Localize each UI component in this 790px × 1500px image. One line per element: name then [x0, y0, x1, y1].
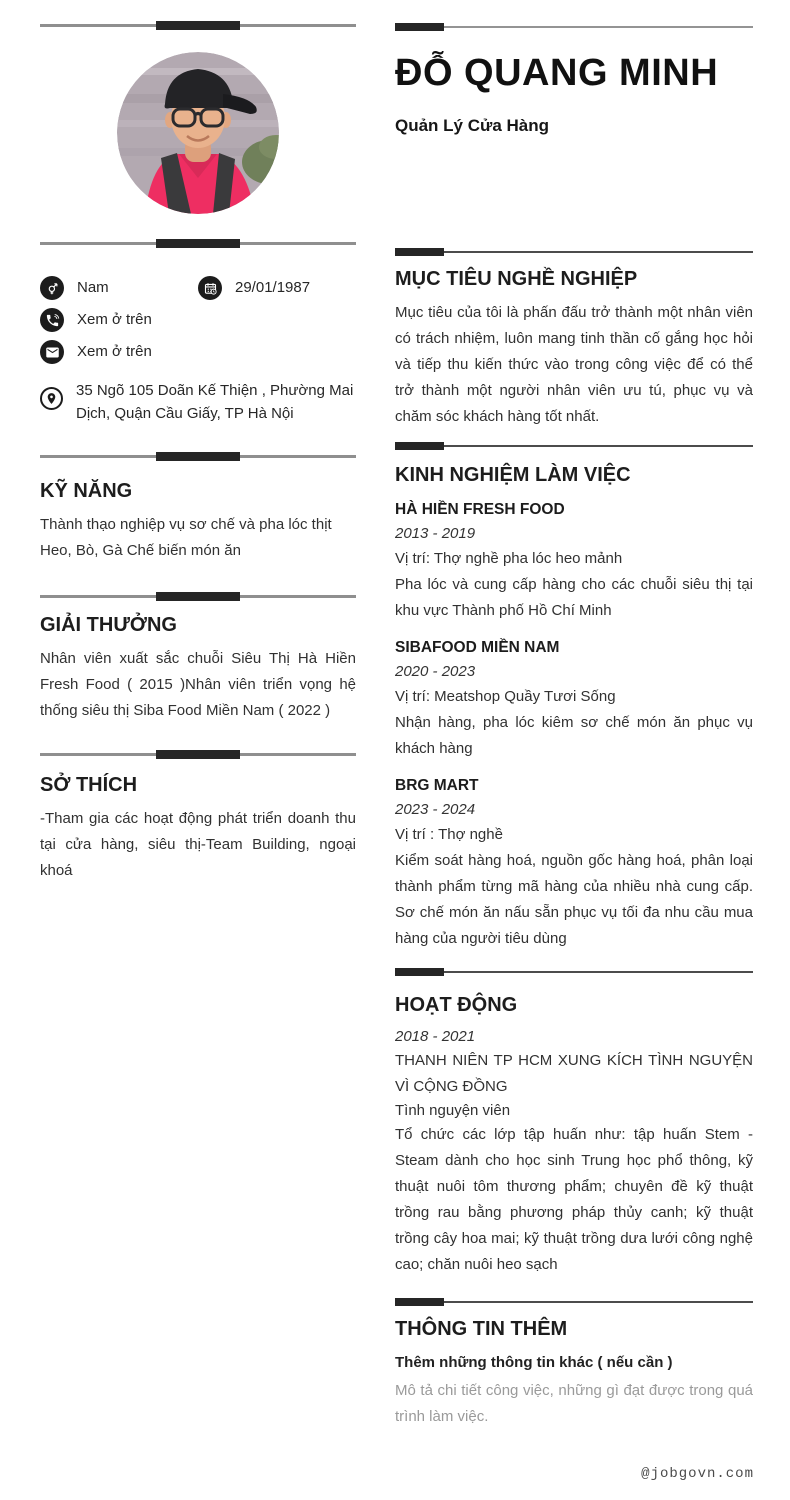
contact-address — [40, 372, 356, 425]
additional-heading: THÔNG TIN THÊM — [395, 1318, 568, 1340]
contact-info — [40, 276, 356, 433]
job-description: Nhận hàng, pha lóc kiêm sơ chế món ăn phục vụ khách hàng — [395, 714, 753, 757]
job-description: Kiểm soát hàng hoá, nguồn gốc hàng hoá, phân loại thành phẩm từng mã hàng của nhiều nhà cung cấp. Sơ chế món ăn nấu sẵn phục vụ tối đa nhu cầu mua hàng của người tiêu dùng — [395, 852, 753, 947]
awards-heading: GIẢI THƯỞNG — [40, 614, 177, 636]
contact-email — [40, 340, 356, 364]
contact-birthday — [198, 276, 356, 300]
job-company: BRG MART — [395, 777, 479, 794]
gender-symbol-icon — [40, 276, 64, 300]
candidate-name: ĐỖ QUANG MINH — [395, 52, 719, 94]
email-icon — [40, 340, 64, 364]
job-period: 2023 - 2024 — [395, 801, 476, 818]
job-period: 2020 - 2023 — [395, 663, 476, 680]
site-watermark: @jobgovn.com — [641, 1466, 754, 1482]
divider — [395, 1298, 753, 1306]
gender-value: Nam — [77, 279, 109, 296]
email-value: Xem ở trên — [77, 343, 152, 360]
birthday-value: 29/01/1987 — [235, 279, 311, 296]
calendar-icon — [198, 276, 222, 300]
awards-body: Nhân viên xuất sắc chuỗi Siêu Thị Hà Hiền Fresh Food ( 2015 )Nhân viên triển vọng hệ thống siêu thị Siba Food Miền Nam ( 2022 ) — [40, 650, 356, 719]
contact-gender — [40, 276, 198, 300]
activities-period: 2018 - 2021 — [395, 1028, 476, 1045]
additional-placeholder: Mô tả chi tiết công việc, những gì đạt được trong quá trình làm việc. — [395, 1382, 753, 1425]
divider — [40, 750, 356, 759]
divider — [40, 239, 356, 248]
divider — [395, 968, 753, 976]
activities-organization: THANH NIÊN TP HCM XUNG KÍCH TÌNH NGUYỆN VÌ CỘNG ĐỒNG — [395, 1052, 753, 1095]
divider — [40, 21, 356, 30]
divider — [40, 592, 356, 601]
job-description: Pha lóc và cung cấp hàng cho các chuỗi siêu thị tại khu vực Thành phố Hồ Chí Minh — [395, 576, 753, 619]
activities-description: Tổ chức các lớp tập huấn như: tập huấn Stem - Steam dành cho học sinh Trung học phổ thông, kỹ thuật nuôi tôm thương phẩm; chuyên đề kỹ thuật trồng rau bằng phương pháp thủy canh; kỹ thuật trồng cây hoa mai; kỹ thuật trồng dưa lưới công nghệ cao; chăn nuôi heo sạch — [395, 1126, 753, 1273]
hobbies-heading: SỞ THÍCH — [40, 774, 138, 796]
job-period: 2013 - 2019 — [395, 525, 476, 542]
location-pin-icon — [40, 387, 63, 410]
skills-heading: KỸ NĂNG — [40, 480, 133, 502]
address-value: 35 Ngõ 105 Doãn Kế Thiện , Phường Mai Dịch, Quận Cầu Giấy, TP Hà Nội — [76, 382, 354, 422]
objective-heading: MỤC TIÊU NGHỀ NGHIỆP — [395, 268, 638, 290]
right-column — [395, 0, 753, 1500]
objective-body: Mục tiêu của tôi là phấn đấu trở thành một nhân viên có trách nhiệm, luôn mang tinh thần cố gắng học hỏi và tiếp thu kiến thức vào trong công việc để có thể trở thành một người nhân viên ưu tú, phục vụ và chăm sóc khách hàng tốt nhất. — [395, 304, 753, 425]
phone-value: Xem ở trên — [77, 311, 152, 328]
profile-photo-illustration — [117, 52, 279, 214]
divider — [395, 23, 753, 31]
hobbies-body: -Tham gia các hoạt động phát triển doanh thu tại cửa hàng, siêu thị-Team Building, ngoại khoá — [40, 810, 356, 879]
contact-phone — [40, 308, 356, 332]
phone-icon — [40, 308, 64, 332]
job-position: Vị trí: Thợ nghề pha lóc heo mảnh — [395, 550, 623, 567]
job-position: Vị trí : Thợ nghề — [395, 826, 503, 843]
skills-body: Thành thạo nghiệp vụ sơ chế và pha lóc thịt Heo, Bò, Gà Chế biến món ăn — [40, 516, 332, 559]
job-company: SIBAFOOD MIỀN NAM — [395, 639, 560, 656]
job-position: Vị trí: Meatshop Quầy Tươi Sống — [395, 688, 616, 705]
job-company: HÀ HIỀN FRESH FOOD — [395, 501, 565, 518]
activities-heading: HOẠT ĐỘNG — [395, 994, 518, 1016]
left-column — [40, 0, 356, 1500]
experience-heading: KINH NGHIỆM LÀM VIỆC — [395, 464, 631, 486]
additional-subheading: Thêm những thông tin khác ( nếu cần ) — [395, 1354, 673, 1371]
divider — [395, 248, 753, 256]
job-title: Quản Lý Cửa Hàng — [395, 116, 549, 135]
divider — [40, 452, 356, 461]
profile-photo — [117, 52, 279, 214]
activities-role: Tình nguyện viên — [395, 1102, 511, 1119]
divider — [395, 442, 753, 450]
